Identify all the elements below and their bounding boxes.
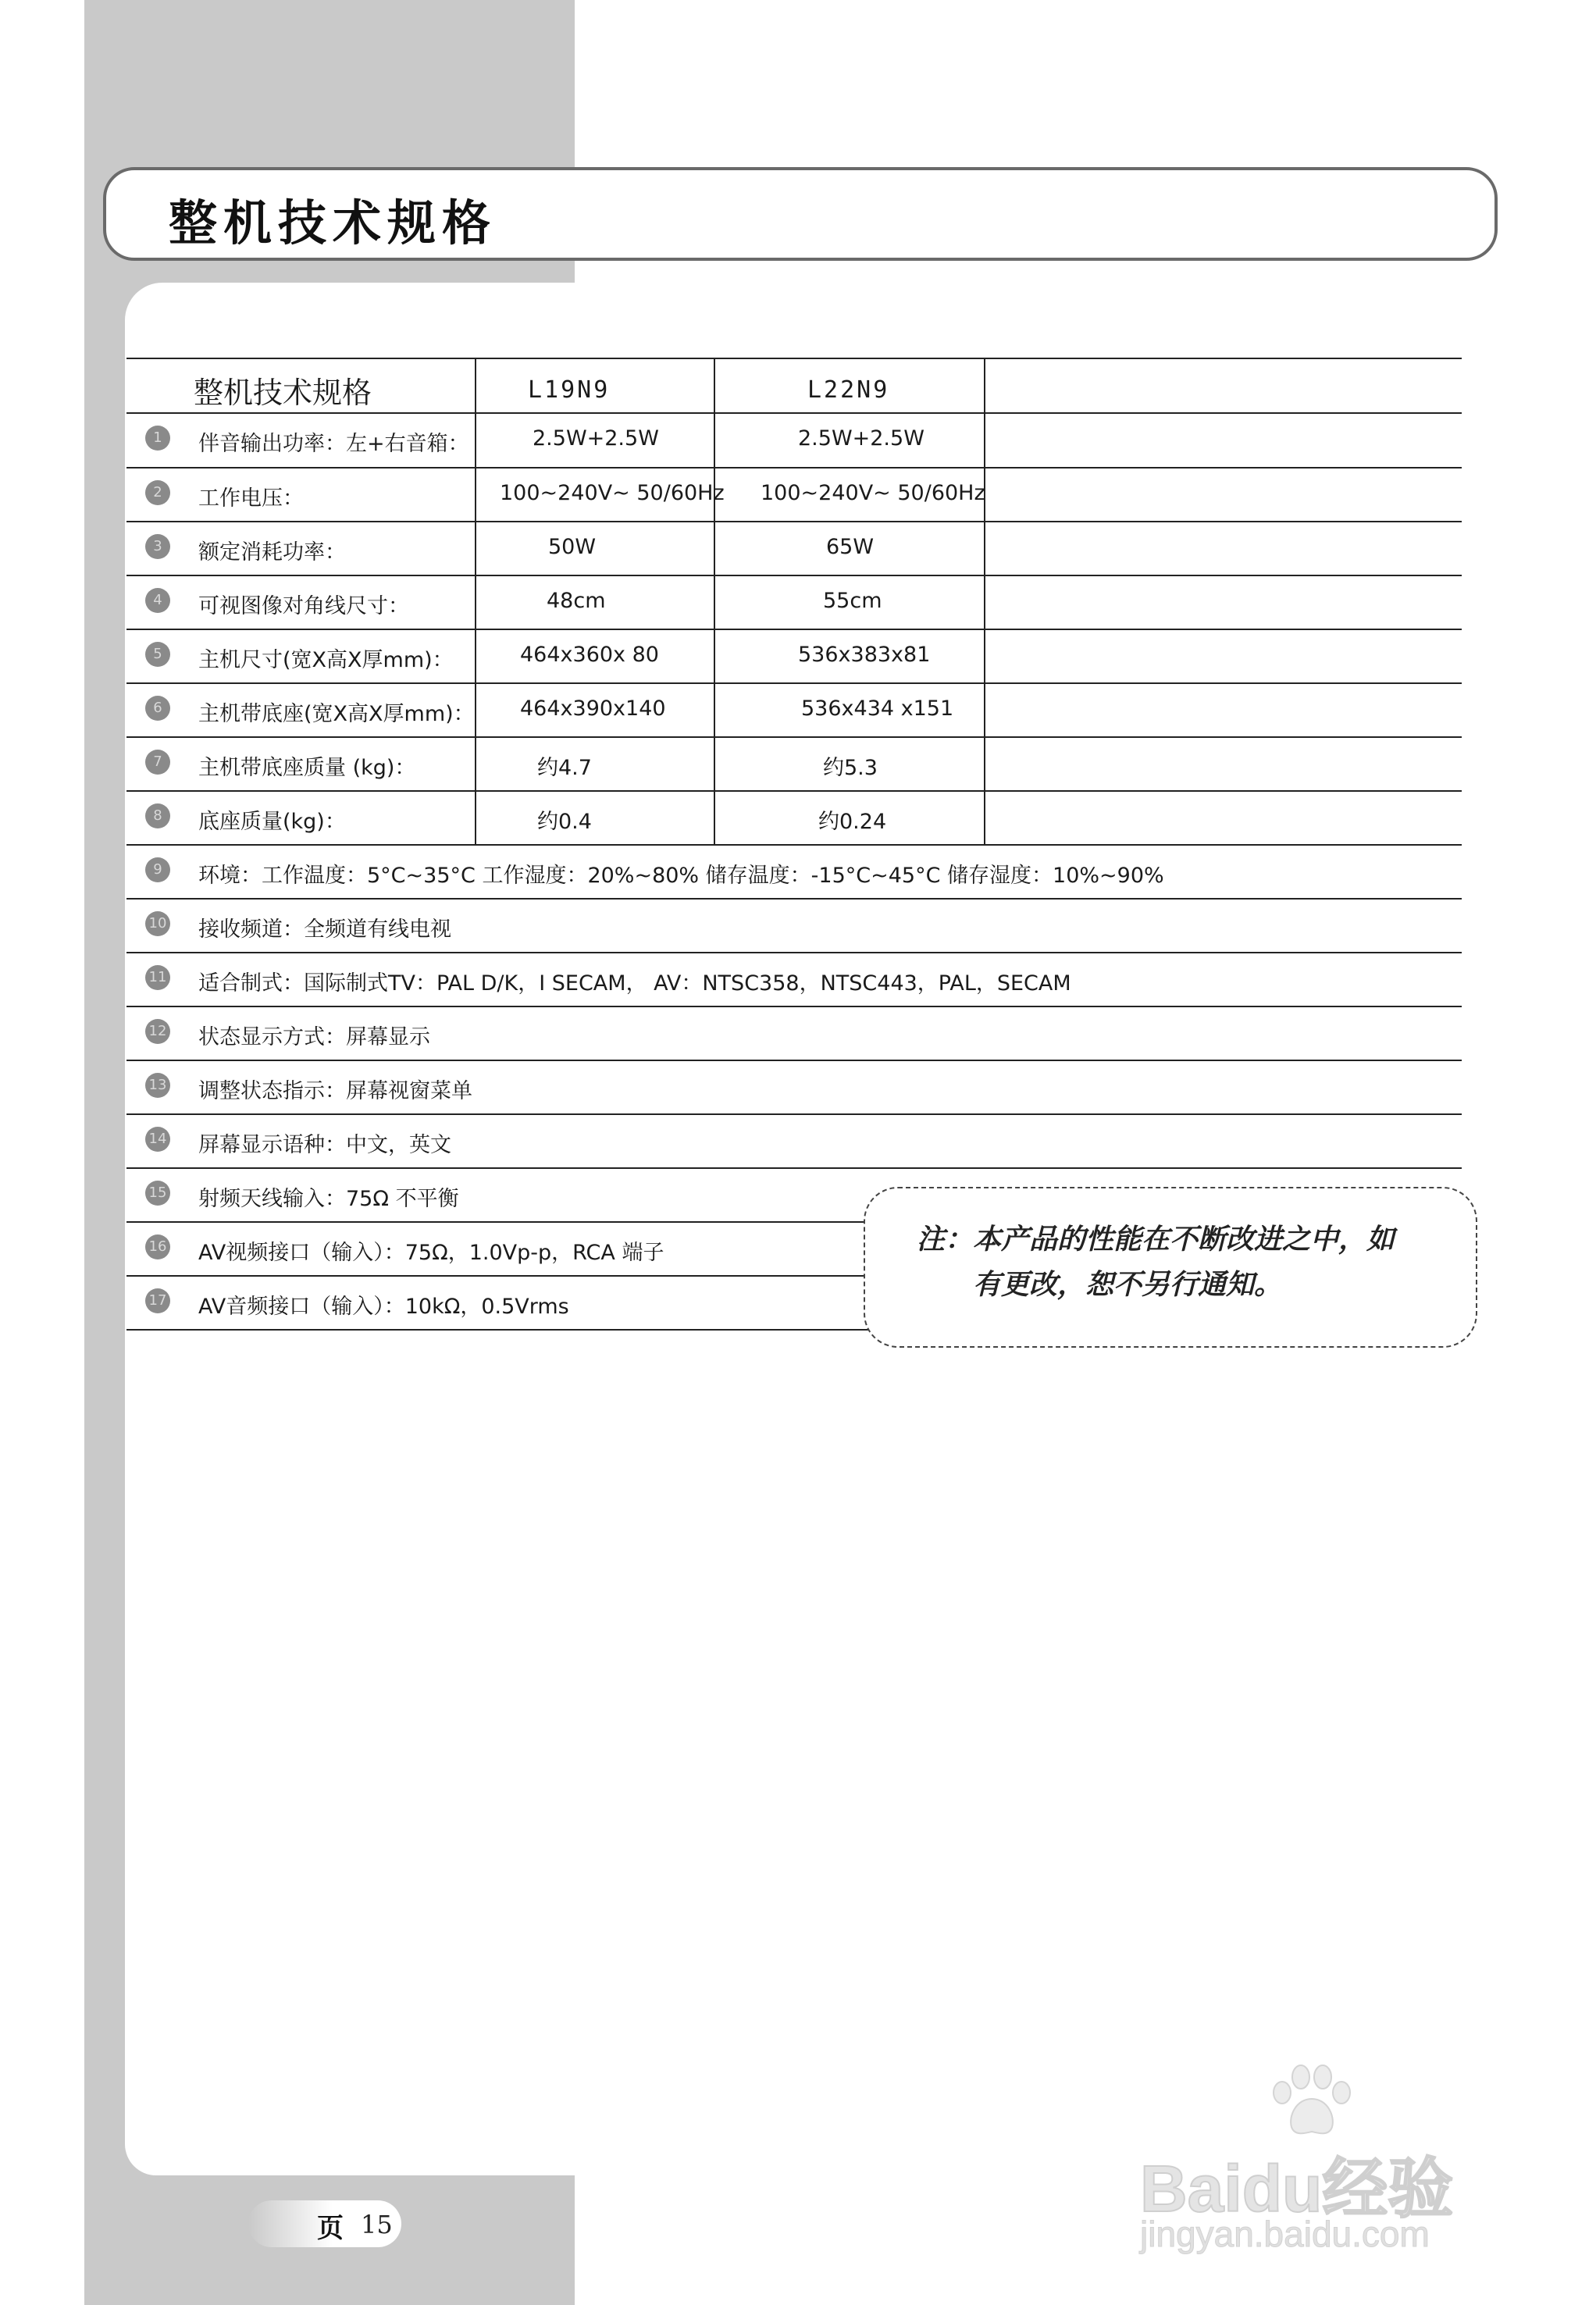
spec-line: 状态显示方式：屏幕显示: [198, 1025, 430, 1049]
row-number-badge: 10: [145, 911, 170, 936]
spec-label: 主机带底座质量 (kg)：: [198, 756, 416, 780]
table-rule: [126, 467, 1462, 468]
table-rule: [126, 682, 1462, 684]
column-divider: [714, 358, 715, 844]
spec-line: 屏幕显示语种：中文，英文: [198, 1133, 451, 1157]
spec-value-l22n9: 2.5W+2.5W: [798, 426, 924, 451]
spec-value-l22n9: 536x383x81: [798, 643, 931, 667]
model-header-l19n9: L19N9: [528, 376, 611, 404]
spec-value-l22n9: 536x434 x151: [801, 696, 954, 721]
row-number-badge: 3: [145, 534, 170, 559]
table-rule: [126, 844, 1462, 846]
row-number-badge: 7: [145, 750, 170, 775]
watermark-brand: Baidu经验: [1140, 2152, 1454, 2225]
spec-value-l19n9: 约4.7: [537, 756, 592, 780]
table-rule: [126, 1113, 1462, 1115]
row-number-badge: 9: [145, 857, 170, 882]
model-header-l22n9: L22N9: [807, 376, 890, 404]
spec-line: 调整状态指示：屏幕视窗菜单: [198, 1079, 472, 1103]
row-number-badge: 12: [145, 1019, 170, 1044]
table-rule: [126, 412, 1462, 414]
row-number-badge: 13: [145, 1073, 170, 1098]
table-rule: [126, 790, 1462, 792]
spec-value-l19n9: 2.5W+2.5W: [533, 426, 659, 451]
row-number-badge: 17: [145, 1288, 170, 1313]
spec-value-l19n9: 100~240V~ 50/60Hz: [500, 481, 725, 505]
table-rule: [126, 575, 1462, 576]
row-number-badge: 1: [145, 426, 170, 451]
table-rule: [126, 521, 1462, 522]
spec-value-l19n9: 464x360x 80: [520, 643, 659, 667]
spec-line: AV音频接口（输入）：10kΩ，0.5Vrms: [198, 1295, 569, 1319]
spec-label: 底座质量(kg)：: [198, 810, 346, 834]
baidu-watermark: [1132, 2061, 1507, 2254]
table-rule: [126, 952, 1462, 953]
row-number-badge: 16: [145, 1234, 170, 1259]
spec-value-l22n9: 约0.24: [818, 810, 887, 834]
spec-value-l19n9: 48cm: [547, 589, 606, 613]
notice-box: [864, 1187, 1477, 1348]
row-number-badge: 14: [145, 1127, 170, 1152]
row-number-badge: 4: [145, 588, 170, 613]
table-rule: [126, 1167, 1462, 1169]
spec-label: 工作电压：: [198, 486, 304, 511]
table-header-title: 整机技术规格: [194, 376, 372, 410]
notice-line-2: 有更改，恕不另行通知。: [973, 1268, 1283, 1301]
spec-line: 接收频道：全频道有线电视: [198, 917, 451, 942]
row-number-badge: 15: [145, 1181, 170, 1206]
table-rule: [126, 629, 1462, 630]
spec-label: 额定消耗功率：: [198, 540, 346, 565]
header-bar: [103, 167, 1498, 261]
row-number-badge: 6: [145, 696, 170, 721]
page-number-pill: [248, 2200, 401, 2247]
spec-line: 环境：工作温度：5°C~35°C 工作湿度：20%~80% 储存温度：-15°C~45°C 储存湿度：10%~90%: [198, 864, 1164, 888]
watermark-url: jingyan.baidu.com: [1140, 2214, 1430, 2254]
page-label: 页: [317, 2213, 344, 2244]
row-number-badge: 5: [145, 642, 170, 667]
table-rule: [126, 898, 1462, 900]
notice-text: [917, 1217, 1463, 1307]
row-number-badge: 2: [145, 480, 170, 505]
table-rule: [126, 1329, 876, 1331]
spec-value-l19n9: 50W: [548, 535, 597, 559]
paw-icon: [1265, 2061, 1359, 2139]
spec-value-l22n9: 约5.3: [823, 756, 878, 780]
table-rule: [126, 358, 1462, 359]
notice-line-1: 注：本产品的性能在不断改进之中，如: [917, 1223, 1395, 1256]
page-number: 15: [361, 2210, 393, 2239]
row-number-badge: 8: [145, 803, 170, 828]
spec-line: AV视频接口（输入）：75Ω，1.0Vp-p，RCA 端子: [198, 1241, 664, 1265]
spec-value-l22n9: 65W: [826, 535, 875, 559]
spec-value-l19n9: 464x390x140: [520, 696, 666, 721]
spec-label: 主机带底座(宽X高X厚mm)：: [198, 702, 475, 726]
table-rule: [126, 1006, 1462, 1007]
table-rule: [126, 1060, 1462, 1061]
row-number-badge: 11: [145, 965, 170, 990]
column-divider: [475, 358, 476, 844]
column-divider: [984, 358, 985, 844]
spec-line: 适合制式：国际制式TV：PAL D/K，I SECAM， AV：NTSC358，NTSC443，PAL，SECAM: [198, 971, 1071, 996]
spec-value-l19n9: 约0.4: [537, 810, 592, 834]
spec-line: 射频天线输入：75Ω 不平衡: [198, 1187, 459, 1211]
spec-value-l22n9: 100~240V~ 50/60Hz: [761, 481, 985, 505]
spec-label: 伴音输出功率：左+右音箱：: [198, 432, 469, 456]
spec-value-l22n9: 55cm: [823, 589, 882, 613]
page-title: 整机技术规格: [169, 194, 497, 251]
table-rule: [126, 736, 1462, 738]
spec-label: 主机尺寸(宽X高X厚mm)：: [198, 648, 454, 672]
spec-label: 可视图像对角线尺寸：: [198, 594, 409, 618]
table-rule: [126, 1275, 876, 1277]
